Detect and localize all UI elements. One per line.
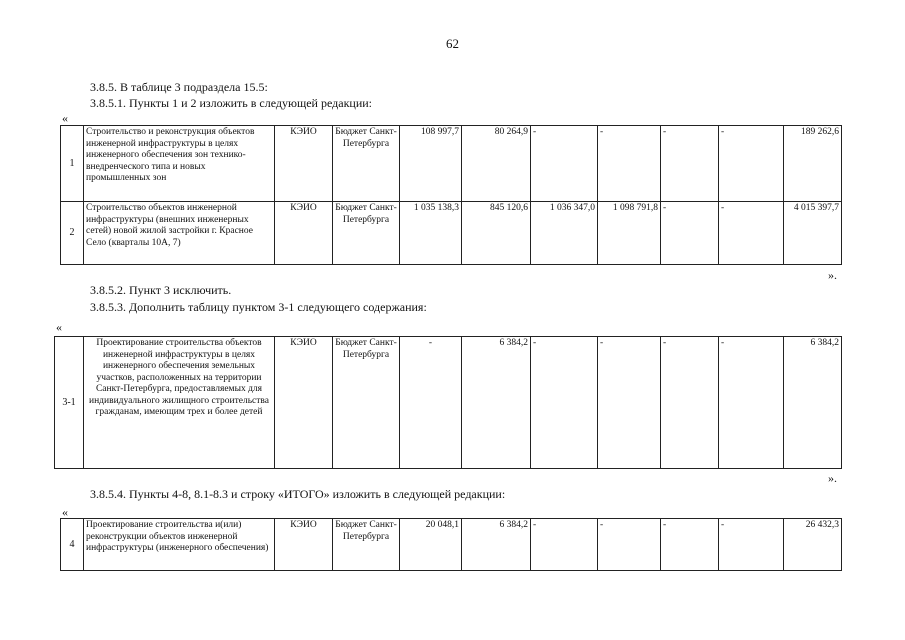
open-quote: «: [62, 111, 68, 125]
close-quote: ».: [828, 471, 837, 485]
open-quote: «: [62, 505, 68, 519]
row-value: -: [598, 337, 661, 469]
row-total: 189 262,6: [784, 126, 842, 202]
table-row: [55, 337, 842, 469]
row-executor: КЭИО: [275, 519, 333, 571]
row-value: 1 098 791,8: [598, 202, 661, 265]
open-quote: «: [56, 320, 62, 334]
row-value: -: [531, 126, 598, 202]
row-value: 6 384,2: [462, 519, 531, 571]
row-value: 108 997,7: [400, 126, 462, 202]
row-value: -: [661, 126, 719, 202]
row-value: -: [719, 519, 784, 571]
row-total: 26 432,3: [784, 519, 842, 571]
row-name: Проектирование строительства и(или) реконструкции объектов инженерной инфраструктуры (инженерного обеспечения): [84, 519, 275, 571]
table-item-4: [60, 518, 842, 571]
row-value: 1 035 138,3: [400, 202, 462, 265]
row-value: -: [661, 202, 719, 265]
row-name: Строительство объектов инженерной инфраструктуры (внешних инженерных сетей) новой жилой застройки г. Красное Село (кварталы 10А, 7): [84, 202, 275, 265]
table-row: [61, 126, 842, 202]
row-source: Бюджет Санкт-Петербурга: [333, 202, 400, 265]
row-source: Бюджет Санкт-Петербурга: [333, 337, 400, 469]
row-source: Бюджет Санкт-Петербурга: [333, 126, 400, 202]
row-value: 6 384,2: [462, 337, 531, 469]
section-heading-3-8-5-3: 3.8.5.3. Дополнить таблицу пунктом 3-1 следующего содержания:: [90, 300, 427, 314]
table-row: [61, 202, 842, 265]
close-quote: ».: [828, 268, 837, 282]
row-value: -: [719, 337, 784, 469]
page-number: 62: [446, 36, 459, 51]
row-name: Строительство и реконструкция объектов инженерной инфраструктуры в целях инженерного обеспечения зон технико-внедренческого типа и новых промышленных зон: [84, 126, 275, 202]
table-row: [61, 519, 842, 571]
row-number: 3-1: [55, 337, 84, 469]
section-heading-3-8-5-4: 3.8.5.4. Пункты 4-8, 8.1-8.3 и строку «ИТОГО» изложить в следующей редакции:: [90, 487, 506, 501]
section-heading-3-8-5: 3.8.5. В таблице 3 подраздела 15.5:: [90, 80, 268, 94]
row-executor: КЭИО: [275, 126, 333, 202]
row-value: -: [661, 337, 719, 469]
row-executor: КЭИО: [275, 337, 333, 469]
row-value: -: [719, 126, 784, 202]
row-source: Бюджет Санкт-Петербурга: [333, 519, 400, 571]
row-value: 20 048,1: [400, 519, 462, 571]
row-name: Проектирование строительства объектов инженерной инфраструктуры в целях инженерного обеспечения земельных участков, расположенных на территории Санкт-Петербурга, предоставляемых для индивидуального жилищного строительства гражданам, имеющим трех и более детей: [84, 337, 275, 469]
section-heading-3-8-5-1: 3.8.5.1. Пункты 1 и 2 изложить в следующей редакции:: [90, 96, 373, 110]
row-value: 845 120,6: [462, 202, 531, 265]
row-number: 4: [61, 519, 84, 571]
row-number: 1: [61, 126, 84, 202]
row-value: -: [598, 126, 661, 202]
table-items-1-2: [60, 125, 842, 265]
row-executor: КЭИО: [275, 202, 333, 265]
row-value: -: [661, 519, 719, 571]
row-value: -: [598, 519, 661, 571]
row-value: -: [531, 337, 598, 469]
row-total: 4 015 397,7: [784, 202, 842, 265]
row-total: 6 384,2: [784, 337, 842, 469]
row-value: 80 264,9: [462, 126, 531, 202]
row-value: 1 036 347,0: [531, 202, 598, 265]
section-heading-3-8-5-2: 3.8.5.2. Пункт 3 исключить.: [90, 283, 232, 297]
row-value: -: [400, 337, 462, 469]
row-value: -: [531, 519, 598, 571]
row-value: -: [719, 202, 784, 265]
table-item-3-1: [54, 336, 842, 469]
row-number: 2: [61, 202, 84, 265]
